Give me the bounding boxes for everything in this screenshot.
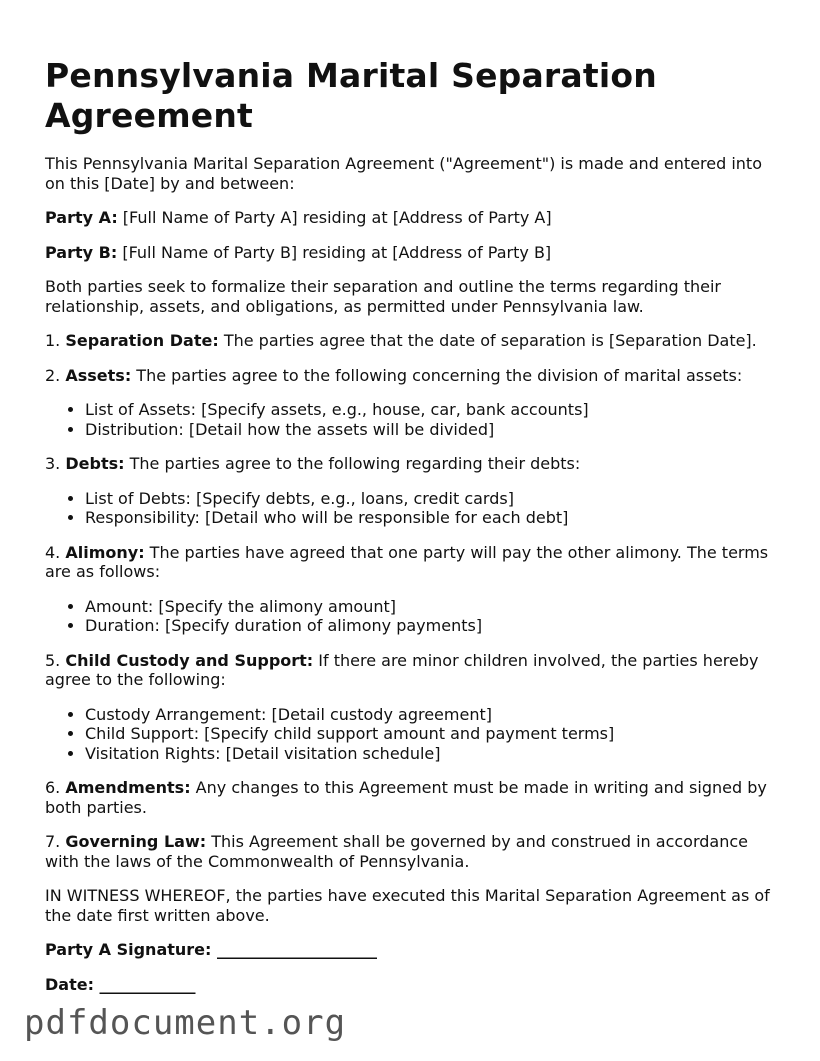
alimony-list: [45, 597, 785, 636]
section-text: The parties agree that the date of separation is [Separation Date].: [218, 331, 757, 350]
party-b-label: Party B:: [45, 242, 118, 262]
party-a-text: [Full Name of Party A] residing at [Address of Party A]: [117, 208, 552, 227]
party-b-text: [Full Name of Party B] residing at [Address of Party B]: [117, 242, 552, 262]
section-text: The parties agree to the following regarding their debts:: [124, 454, 581, 473]
party-a-line: [45, 208, 785, 228]
section-number: 4.: [45, 542, 66, 562]
section-heading: Debts:: [65, 454, 125, 473]
section-heading: Alimony:: [65, 542, 145, 562]
section-text: The parties have agreed that one party will pay the other alimony. The terms are as follows:: [45, 542, 769, 581]
intro-paragraph: This Pennsylvania Marital Separation Agreement ("Agreement") is made and entered into on this [Date] by and between:: [45, 154, 762, 193]
witness-paragraph: IN WITNESS WHEREOF, the parties have executed this Marital Separation Agreement as of the date first written above.: [45, 886, 770, 925]
list-item: • Responsibility: [Detail who will be responsible for each debt]: [85, 508, 785, 528]
section-number: 5.: [45, 650, 66, 670]
section-number: 6.: [45, 778, 66, 797]
section-child-custody: [45, 651, 785, 690]
section-heading: Child Custody and Support:: [65, 650, 314, 670]
section-number: 3.: [45, 454, 66, 473]
section-heading: Governing Law:: [65, 832, 207, 851]
section-number: 7.: [45, 832, 66, 851]
purpose-paragraph: Both parties seek to formalize their separation and outline the terms regarding their relationship, assets, and obligations, as permitted under Pennsylvania law.: [45, 277, 721, 316]
list-item: • List of Assets: [Specify assets, e.g., house, car, bank accounts]: [85, 400, 785, 420]
section-heading: Assets:: [65, 365, 132, 385]
date-line[interactable]: [45, 975, 785, 995]
watermark-logo: pdfdocument.org: [24, 1003, 347, 1043]
party-a-label: Party A:: [45, 208, 118, 227]
document-page: [45, 56, 785, 1009]
date-label: Date: ____________: [45, 974, 196, 994]
section-debts: [45, 454, 785, 474]
assets-list: [45, 400, 785, 439]
list-item: • Distribution: [Detail how the assets will be divided]: [85, 420, 785, 440]
section-governing-law: [45, 832, 785, 871]
section-alimony: [45, 543, 785, 582]
section-heading: Separation Date:: [65, 331, 219, 350]
section-separation-date: [45, 331, 785, 351]
section-text: Any changes to this Agreement must be made in writing and signed by both parties.: [45, 778, 767, 817]
section-text: If there are minor children involved, the parties hereby agree to the following:: [45, 650, 759, 689]
list-item: • Amount: [Specify the alimony amount]: [85, 597, 785, 617]
list-item: • Child Support: [Specify child support amount and payment terms]: [85, 724, 785, 744]
section-assets: [45, 366, 785, 386]
section-text: This Agreement shall be governed by and construed in accordance with the laws of the Commonwealth of Pennsylvania.: [45, 832, 748, 871]
list-item: • Custody Arrangement: [Detail custody agreement]: [85, 705, 785, 725]
list-item: • Duration: [Specify duration of alimony payments]: [85, 616, 785, 636]
party-a-signature-line[interactable]: [45, 940, 785, 960]
party-b-line: [45, 243, 785, 263]
document-title: Pennsylvania Marital Separation Agreement: [45, 56, 657, 135]
signature-label: Party A Signature: ____________________: [45, 940, 377, 959]
custody-list: [45, 705, 785, 764]
debts-list: [45, 489, 785, 528]
section-number: 1.: [45, 331, 66, 350]
list-item: • Visitation Rights: [Detail visitation schedule]: [85, 744, 785, 764]
section-heading: Amendments:: [65, 778, 191, 797]
list-item: • List of Debts: [Specify debts, e.g., loans, credit cards]: [85, 489, 785, 509]
section-number: 2.: [45, 365, 66, 385]
section-amendments: [45, 778, 785, 817]
section-text: The parties agree to the following concerning the division of marital assets:: [131, 365, 743, 385]
